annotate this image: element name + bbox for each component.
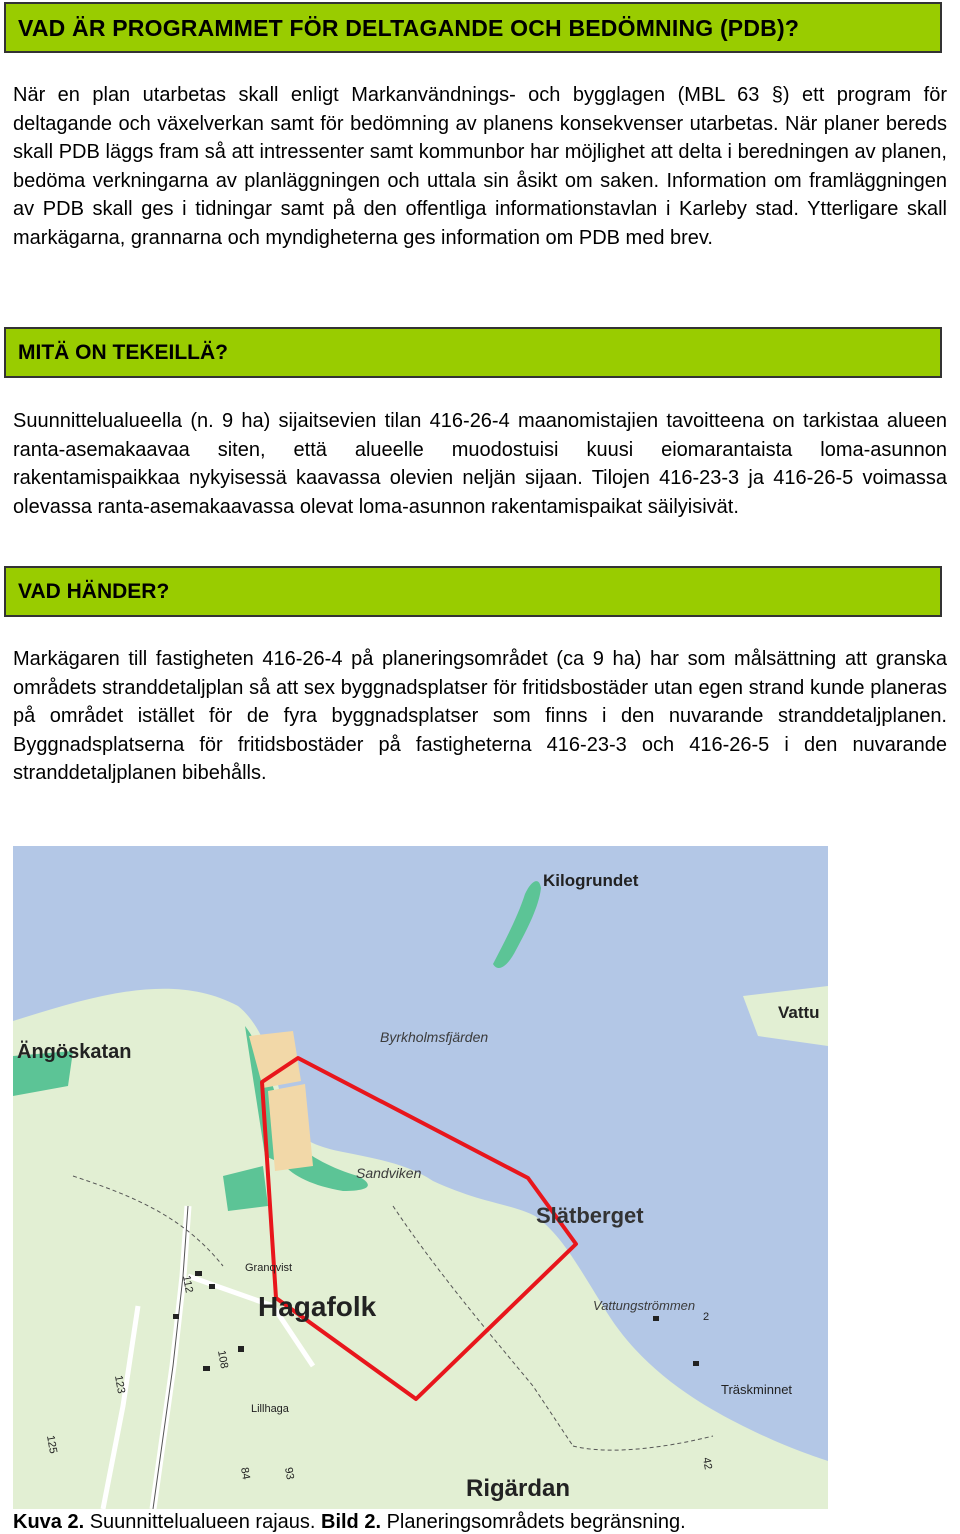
caption-kuva-text: Suunnittelualueen rajaus.: [84, 1511, 321, 1533]
map-building: [653, 1316, 659, 1321]
map-label-road-108: 108: [215, 1349, 231, 1370]
map-label-kilogrundet: Kilogrundet: [543, 871, 639, 890]
map-label-traskminnet: Träskminnet: [721, 1382, 793, 1397]
map-label-road-123: 123: [112, 1374, 128, 1395]
heading-text: MITÄ ON TEKEILLÄ?: [18, 341, 228, 364]
map-sand-field: [268, 1084, 313, 1171]
map-label-rigardan: Rigärdan: [466, 1475, 571, 1502]
map-building: [195, 1271, 202, 1276]
map-label-vattungstrommen: Vattungströmmen: [593, 1298, 696, 1313]
paragraph-pdb: När en plan utarbetas skall enligt Markanvändnings- och bygglagen (MBL 63 §) ett program för deltagande och växelverkan samt för bedömning av planens konsekvenser utarbetas. När planer bereds skall PDB läggs fram så att intressenter samt kommunbor har möjlighet att delta i beredningen av planen, bedöma verkningarna av planläggningen och uttala sin åsikt om saken. Information om framläggningen av PDB skall ges i tidningar samt på den offentliga informationstavlan i Karleby stad. Ytterligare skall markägarna, grannarna och myndigheterna ges information om PDB med brev.: [13, 84, 947, 249]
map-label-slatberget: Slätberget: [536, 1203, 644, 1228]
caption-kuva-label: Kuva 2.: [13, 1511, 85, 1533]
figure-caption: [13, 1510, 686, 1534]
map-label-road-42: 42: [700, 1456, 714, 1471]
map-label-road-84: 84: [238, 1466, 252, 1481]
map-label-lillhaga: Lillhaga: [251, 1403, 289, 1415]
caption-bild-text: Planeringsområdets begränsning.: [381, 1511, 686, 1533]
map-building: [173, 1314, 179, 1319]
map-building: [693, 1361, 699, 1366]
section-heading-vad-hander: [4, 566, 942, 617]
map-label-sandviken: Sandviken: [356, 1165, 422, 1181]
map-label-hagafolk: Hagafolk: [258, 1291, 377, 1322]
caption-bild-label: Bild 2.: [321, 1511, 382, 1533]
map-label-byrkholmsfjarden: Byrkholmsfjärden: [380, 1029, 489, 1045]
map-label-road-125: 125: [44, 1434, 60, 1455]
map-label-angoskatan: Ängöskatan: [17, 1041, 132, 1063]
paragraph-swedish: Markägaren till fastigheten 416-26-4 på planeringsområdet (ca 9 ha) har som målsättning att granska områdets stranddetaljplan så att sex byggnadsplatser för fritidsbostäder utan egen strand kunde planeras på området istället för de fyra byggnadsplatser som finns i den nuvarande stranddetaljplanen. Byggnadsplatserna för fritidsbostäder på fastigheterna 416-23-3 och 416-26-5 i den nuvarande stranddetaljplanen bibehålls.: [13, 648, 947, 784]
heading-text: VAD HÄNDER?: [18, 580, 170, 603]
map-building: [203, 1366, 210, 1371]
map-building: [238, 1346, 244, 1352]
map-building: [209, 1284, 215, 1289]
map-label-vattu: Vattu: [778, 1003, 820, 1022]
map-label-road-112: 112: [180, 1274, 195, 1294]
map-label-granqvist: Granqvist: [245, 1262, 293, 1274]
section-heading-mita-on-tekeilla: [4, 327, 942, 378]
heading-text: VAD ÄR PROGRAMMET FÖR DELTAGANDE OCH BEDÖMNING (PDB)?: [18, 15, 800, 41]
planning-area-map: [13, 846, 828, 1509]
section-heading-pdb: [4, 2, 942, 53]
paragraph-finnish: Suunnittelualueella (n. 9 ha) sijaitsevien tilan 416-26-4 maanomistajien tavoitteena on tarkistaa alueen ranta-asemakaavaa siten, että alueelle muodostuisi kuusi eiomarantaista loma-asunnon rakentamispaikkaa nykyisessä kaavassa olevien neljän sijaan. Tilojen 416-23-3 ja 416-26-5 voimassa olevassa ranta-asemakaavassa olevat loma-asunnon rakentamispaikat säilyisivät.: [13, 410, 947, 518]
map-label-road-2: 2: [703, 1311, 710, 1323]
map-label-road-93: 93: [282, 1466, 296, 1481]
